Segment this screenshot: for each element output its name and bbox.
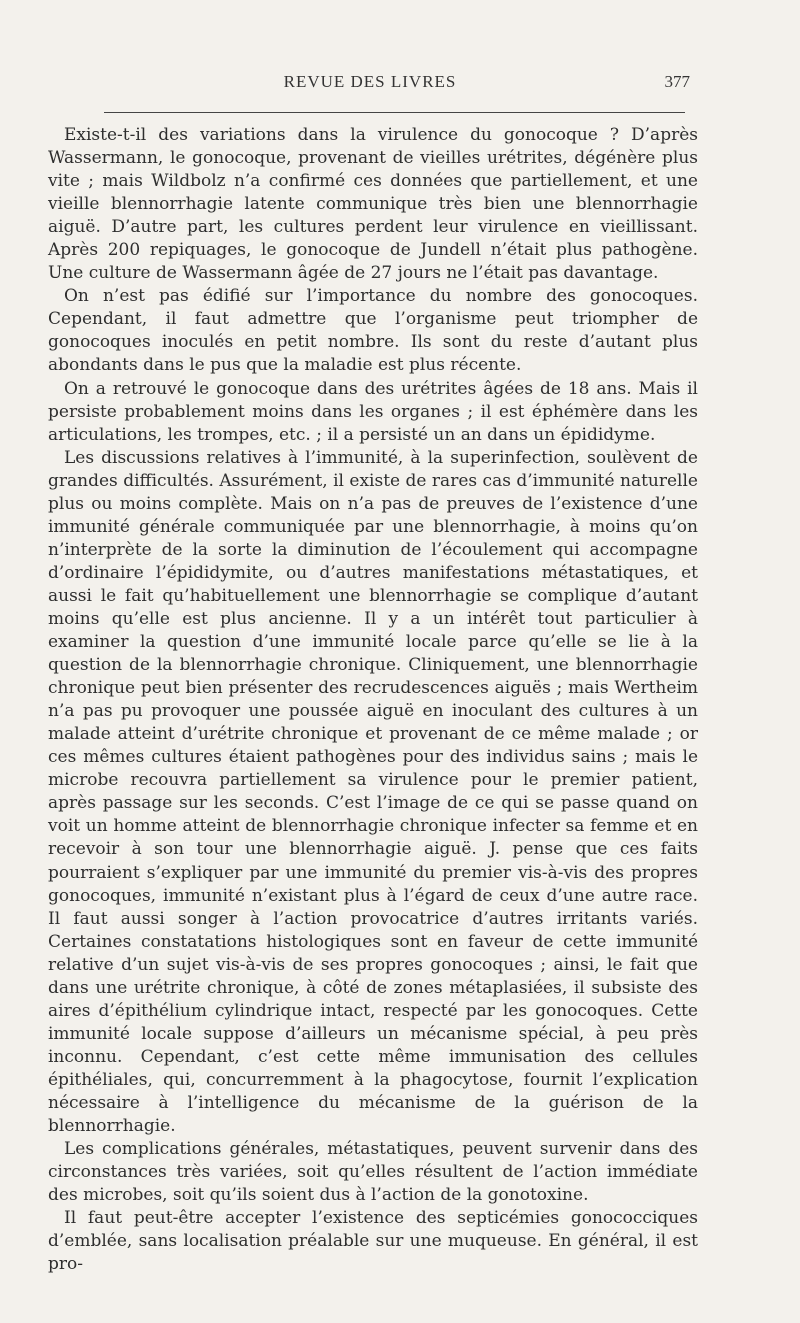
body-text <box>48 124 698 1276</box>
paragraph: Il faut peut-être accepter l’existence des septicémies gonococciques d’emblée, sans localisation préalable sur une muqueuse. En général, il est pro- <box>48 1208 698 1275</box>
paragraph: Existe-t-il des variations dans la virulence du gonocoque ? D’après Wassermann, le gonocoque, provenant de vieilles urétrites, dégénère plus vite ; mais Wildbolz n’a confirmé ces données que partiellement, et une vieille blennorrhagie latente communique très bien une blennorrhagie aiguë. D’autre part, les cultures perdent leur virulence en vieillissant. Après 200 repiquages, le gonocoque de Jundell n’était plus pathogène. Une culture de Wassermann âgée de 27 jours ne l’était pas davantage. <box>48 125 698 284</box>
paragraph: Les discussions relatives à l’immunité, à la superinfection, soulèvent de grandes difficultés. Assurément, il existe de rares cas d’immunité naturelle plus ou moins complète. Mais on n’a pas de preuves de l’existence d’une immunité générale communiquée par une blennorrhagie, à moins qu’on n’interprète de la sorte la diminution de l’écoulement qui accompagne d’ordinaire l’épididymite, ou d’autres manifestations métastatiques, et aussi le fait qu’habituellement une blennorrhagie se complique d’autant moins qu’elle est plus ancienne. Il y a un intérêt tout particulier à examiner la question d’une immunité locale parce qu’elle se lie à la question de la blennorrhagie chronique. Cliniquement, une blennorrhagie chronique peut bien présenter des recrudescences aiguës ; mais Wertheim n’a pas pu provoquer une poussée aiguë en inoculant des cultures à un malade atteint d’urétrite chronique et provenant de ce même malade ; or ces mêmes cultures étaient pathogènes pour des individus sains ; mais le microbe recouvra partiellement sa virulence pour le premier patient, après passage sur les seconds. C’est l’image de ce qui se passe quand on voit un homme atteint de blennorrhagie chronique infecter sa femme et en recevoir à son tour une blennorrhagie aiguë. J. pense que ces faits pourraient s’expliquer par une immunité du premier vis-à-vis des propres gonocoques, immunité n’existant plus à l’égard de ceux d’une autre race. Il faut aussi songer à l’action provocatrice d’autres irritants variés. Certaines constatations histologiques sont en faveur de cette immunité relative d’un sujet vis-à-vis de ses propres gonocoques ; ainsi, le fait que dans une urétrite chronique, à côté de zones métaplasiées, il subsiste des aires d’épithélium cylindrique intact, respecté par les gonocoques. Cette immunité locale suppose d’ailleurs un mécanisme spécial, à peu près inconnu. Cependant, c’est cette même immunisation des cellules épithéliales, qui, concurremment à la phagocytose, fournit l’explication nécessaire à l’intelligence du mécanisme de la guérison de la blennorrhagie. <box>48 447 698 1137</box>
page-number: 377 <box>664 72 690 91</box>
paragraph: Les complications générales, métastatiques, peuvent survenir dans des circonstances très variées, soit qu’elles résultent de l’action immédiate des microbes, soit qu’ils soient dus à l’action de la gonotoxine. <box>48 1139 698 1206</box>
paragraph: On a retrouvé le gonocoque dans des urétrites âgées de 18 ans. Mais il persiste probablement moins dans les organes ; il est éphémère dans les articulations, les trompes, etc. ; il a persisté un an dans un épididyme. <box>48 378 698 445</box>
running-head: REVUE DES LIVRES <box>283 72 457 91</box>
header-rule <box>104 112 685 113</box>
page-header <box>50 72 690 98</box>
paragraph: On n’est pas édifié sur l’importance du nombre des gonocoques. Cependant, il faut admettre que l’organisme peut triompher de gonocoques inoculés en petit nombre. Ils sont du reste d’autant plus abondants dans le pus que la maladie est plus récente. <box>48 286 698 376</box>
